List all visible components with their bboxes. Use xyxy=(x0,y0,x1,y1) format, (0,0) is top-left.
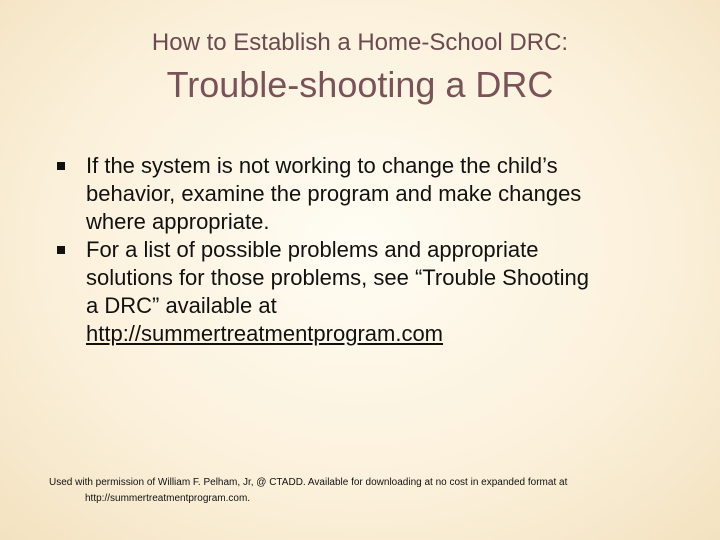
bullet-text-line: solutions for those problems, see “Trouble Shooting xyxy=(86,265,590,290)
footer-credit-url: http://summertreatmentprogram.com. xyxy=(85,493,251,504)
bullet-item xyxy=(55,152,695,236)
bullet-text-line: If the system is not working to change the child’s xyxy=(86,153,558,178)
slide-subtitle: How to Establish a Home-School DRC: xyxy=(151,29,569,56)
footer-credit xyxy=(49,475,689,507)
bullet-text-line: For a list of possible problems and appropriate xyxy=(86,237,539,262)
square-bullet-icon xyxy=(57,162,65,170)
slide-title: Trouble-shooting a DRC xyxy=(166,64,554,105)
summertreatmentprogram-link[interactable]: http://summertreatmentprogram.com xyxy=(86,321,444,346)
square-bullet-icon xyxy=(57,246,65,254)
bullet-text-line: where appropriate. xyxy=(86,209,270,234)
bullet-list xyxy=(55,152,695,348)
bullet-text-line: behavior, examine the program and make changes xyxy=(86,181,582,206)
bullet-item xyxy=(55,236,695,348)
footer-credit-line: Used with permission of William F. Pelham, Jr, @ CTADD. Available for downloading at no cost in expanded format at xyxy=(49,477,568,488)
bullet-text-line: a DRC” available at xyxy=(86,293,277,318)
